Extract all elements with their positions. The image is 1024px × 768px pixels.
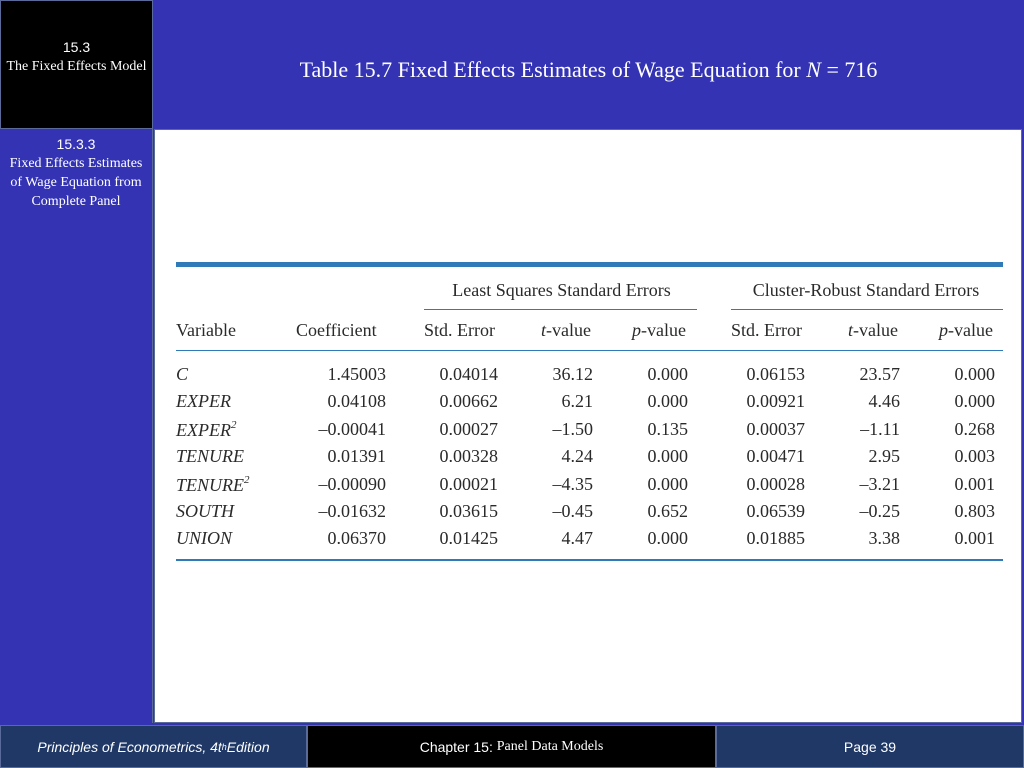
- cell-cr-se: 0.00028: [746, 473, 805, 494]
- col-variable: Variable: [176, 320, 236, 340]
- cell-coef: 0.01391: [327, 446, 386, 467]
- cell-coef: 1.45003: [327, 364, 386, 384]
- cell-ls-se: 0.00662: [439, 391, 498, 412]
- col-cr-std-error: Std. Error: [731, 320, 802, 340]
- cell-coef: 0.06370: [327, 528, 386, 549]
- footer-page: Page 39: [716, 725, 1024, 768]
- slide-header: [153, 0, 1024, 127]
- cell-cr-p: 0.000: [954, 391, 995, 412]
- footer-book: Principles of Econometrics, 4t h Edition: [0, 725, 307, 768]
- col-ls-p-value: p-value: [632, 320, 686, 340]
- cell-ls-se: 0.04014: [439, 364, 498, 384]
- cell-cr-p: 0.001: [954, 528, 995, 549]
- section-box: [0, 0, 153, 129]
- col-ls-t-value: t-value: [541, 320, 591, 340]
- cell-ls-se: 0.03615: [439, 501, 498, 521]
- cell-cr-se: 0.06153: [746, 364, 805, 384]
- cell-ls-p: 0.000: [647, 473, 688, 494]
- cell-ls-se: 0.00021: [439, 473, 498, 494]
- cell-cr-p: 0.000: [954, 364, 995, 384]
- row-variable: EXPER: [176, 391, 231, 412]
- cell-cr-se: 0.06539: [746, 501, 805, 521]
- cell-cr-se: 0.00037: [746, 418, 805, 439]
- subsection-number: 15.3.3: [56, 136, 96, 152]
- row-variable: SOUTH: [176, 501, 235, 521]
- cell-coef: –0.00041: [318, 418, 386, 439]
- group-header-ls: Least Squares Standard Errors: [452, 280, 671, 300]
- cell-ls-t: –1.50: [552, 418, 593, 439]
- row-variable: TENURE: [176, 446, 245, 467]
- cell-ls-p: 0.000: [647, 528, 688, 549]
- cell-ls-se: 0.00328: [439, 446, 498, 467]
- col-ls-std-error: Std. Error: [424, 320, 495, 340]
- cell-ls-se: 0.01425: [439, 528, 498, 549]
- cell-cr-t: 3.38: [868, 528, 900, 549]
- row-variable: C: [176, 364, 189, 384]
- section-title: The Fixed Effects Model: [6, 59, 147, 74]
- cell-ls-p: 0.000: [647, 446, 688, 467]
- row-variable: EXPER$^2$: [176, 418, 237, 440]
- cell-ls-se: 0.00027: [439, 418, 498, 439]
- cell-cr-p: 0.803: [954, 501, 995, 521]
- cell-cr-t: –0.25: [859, 501, 900, 521]
- cell-cr-p: 0.268: [954, 418, 995, 439]
- sidebar: [0, 129, 153, 723]
- title-prefix: Table 15.7 Fixed Effects Estimates of Wage Equation for: [299, 57, 807, 82]
- cell-ls-p: 0.652: [647, 501, 688, 521]
- group-rule-ls: [424, 309, 697, 310]
- cell-ls-t: 6.21: [561, 391, 593, 412]
- cell-ls-t: –4.35: [552, 473, 593, 494]
- cell-cr-se: 0.00471: [746, 446, 805, 467]
- cell-ls-t: –0.45: [552, 501, 593, 521]
- row-variable: UNION: [176, 528, 233, 549]
- slide-title: [153, 57, 1024, 83]
- cell-cr-t: 2.95: [868, 446, 900, 467]
- footer-chapter: Chapter 15: Panel Data Models: [307, 725, 716, 768]
- header-rule: [176, 350, 1003, 351]
- cell-ls-p: 0.135: [647, 418, 688, 439]
- cell-cr-t: –1.11: [860, 418, 900, 439]
- cell-coef: –0.01632: [318, 501, 386, 521]
- col-coefficient: Coefficient: [296, 320, 377, 340]
- col-cr-t-value: t-value: [848, 320, 898, 340]
- cell-ls-t: 4.24: [561, 446, 593, 467]
- cell-coef: 0.04108: [327, 391, 386, 412]
- group-rule-cr: [731, 309, 1003, 310]
- table-bottom-rule: [176, 559, 1003, 561]
- cell-cr-t: 23.57: [859, 364, 900, 384]
- group-header-cr: Cluster-Robust Standard Errors: [752, 280, 980, 300]
- row-variable: TENURE$^2$: [176, 473, 250, 495]
- cell-ls-t: 4.47: [561, 528, 593, 549]
- cell-ls-p: 0.000: [647, 391, 688, 412]
- cell-coef: –0.00090: [318, 473, 386, 494]
- col-cr-p-value: p-value: [939, 320, 993, 340]
- subsection-title: Fixed Effects Estimates of Wage Equation from Complete Panel: [9, 156, 143, 209]
- cell-cr-se: 0.00921: [746, 391, 805, 412]
- cell-cr-t: 4.46: [868, 391, 900, 412]
- title-suffix: = 716: [820, 57, 878, 82]
- cell-cr-p: 0.003: [954, 446, 995, 467]
- cell-cr-p: 0.001: [954, 473, 995, 494]
- section-number: 15.3: [62, 39, 91, 55]
- cell-cr-se: 0.01885: [746, 528, 805, 549]
- footer: [0, 725, 1024, 768]
- cell-ls-t: 36.12: [552, 364, 593, 384]
- table-top-rule: [176, 262, 1003, 267]
- cell-cr-t: –3.21: [859, 473, 900, 494]
- title-n: N: [806, 57, 821, 82]
- cell-ls-p: 0.000: [647, 364, 688, 384]
- fixed-effects-table: [176, 262, 1003, 562]
